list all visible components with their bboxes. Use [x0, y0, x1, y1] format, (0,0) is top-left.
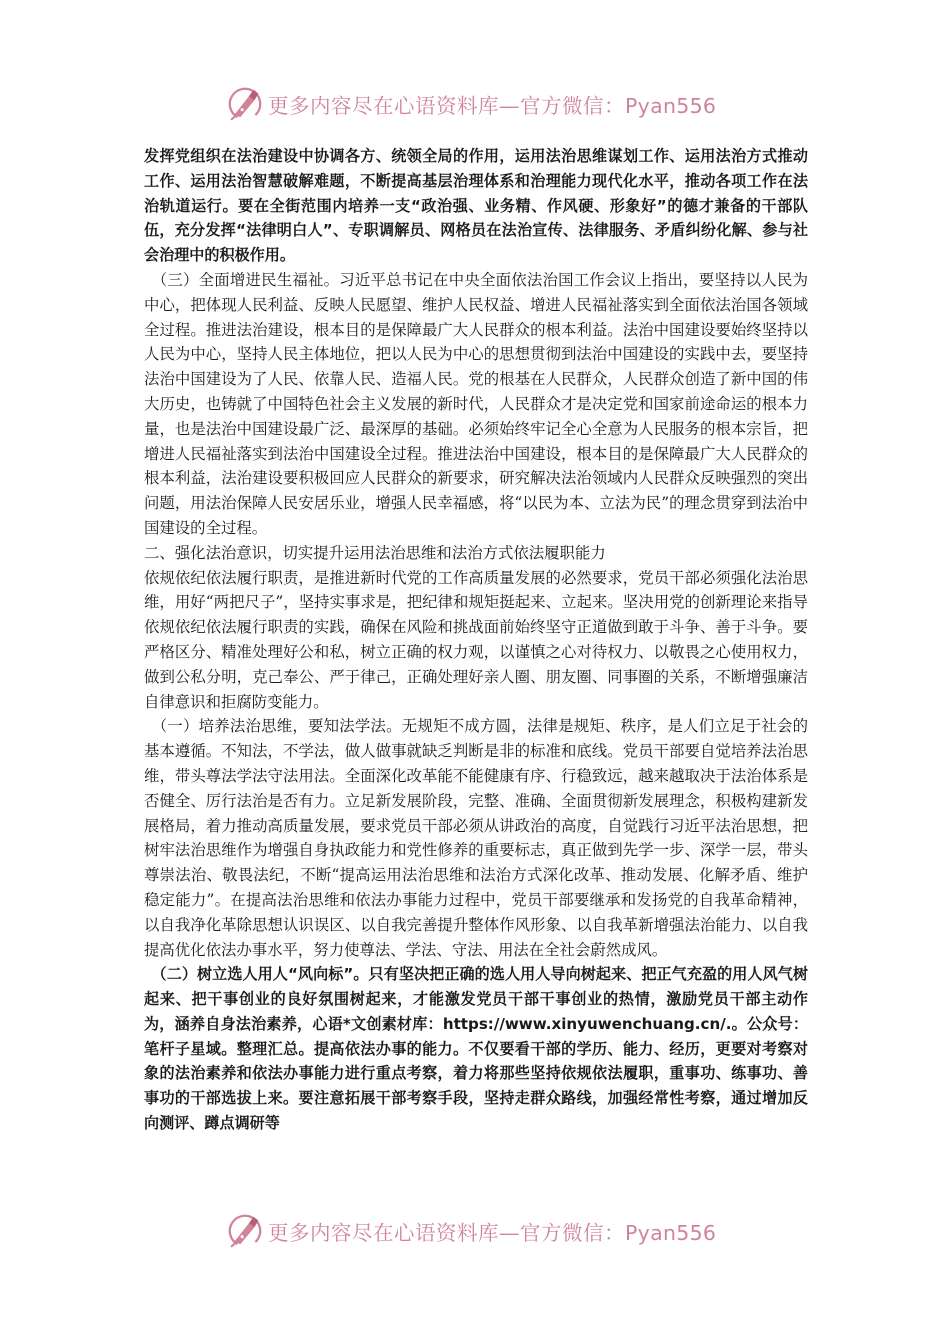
banner-wechat-id: Pyan556 [625, 1221, 717, 1245]
paragraph-1: 发挥党组织在法治建设中协调各方、统领全局的作用，运用法治思维谋划工作、运用法治方式推动工作、运用法治智慧破解难题，不断提高基层治理体系和治理能力现代化水平，推动各项工作在法治轨道运行。要在全街范围内培养一支“政治强、业务精、作风硬、形象好”的德才兼备的干部队伍，充分发挥“法律明白人”、专职调解员、网格员在法治宣传、法律服务、矛盾纠纷化解、参与社会治理中的积极作用。 [144, 147, 808, 265]
banner-text: 更多内容尽在心语资料库—官方微信： [268, 1221, 625, 1245]
header-watermark-banner [226, 84, 716, 124]
section-heading-2: 二、强化法治意识，切实提升运用法治思维和法治方式依法履职能力 [144, 543, 606, 562]
paragraph-2: （三）全面增进民生福祉。习近平总书记在中央全面依法治国工作会议上指出，要坚持以人民为中心，把体现人民利益、反映人民愿望、维护人民权益、增进人民福祉落实到全面依法治国各领域全过程。推进法治建设，根本目的是保障最广大人民群众的根本利益。法治中国建设要始终坚持以人民为中心，坚持人民主体地位，把以人民为中心的思想贯彻到法治中国建设的实践中去，要坚持法治中国建设为了人民、依靠人民、造福人民。党的根基在人民群众，人民群众创造了新中国的伟大历史，也铸就了中国特色社会主义发展的新时代，人民群众才是决定党和国家前途命运的根本力量，也是法治中国建设最广泛、最深厚的基础。必须始终牢记全心全意为人民服务的根本宗旨，把增进人民福祉落实到法治中国建设全过程。推进法治中国建设，根本目的是保障最广大人民群众的根本利益，法治建设要积极回应人民群众的新要求，研究解决法治领域内人民群众反映强烈的突出问题，用法治保障人民安居乐业，增强人民幸福感，将“以民为本、立法为民”的理念贯穿到法治中国建设的全过程。 [144, 270, 808, 537]
footer-watermark-banner [226, 1211, 716, 1251]
pen-nib-logo-icon [226, 1212, 264, 1250]
banner-wechat-id: Pyan556 [625, 94, 717, 118]
paragraph-3: 依规依纪依法履行职责，是推进新时代党的工作高质量发展的必然要求，党员干部必须强化法治思维，用好“两把尺子”，坚持实事求是，把纪律和规矩挺起来、立起来。坚决用党的创新理论来指导依规依纪依法履行职责的实践，确保在风险和挑战面前始终坚守正道做到敢于斗争、善于斗争。要严格区分、精准处理好公和私，树立正确的权力观，以谨慎之心对待权力、以敬畏之心使用权力，做到公私分明，克己奉公、严于律己，正确处理好亲人圈、朋友圈、同事圈的关系，不断增强廉洁自律意识和拒腐防变能力。 [144, 568, 808, 711]
paragraph-5: （二）树立选人用人“风向标”。只有坚决把正确的选人用人导向树起来、把正气充盈的用人风气树起来、把干事创业的良好氛围树起来，才能激发党员干部干事创业的热情，激励党员干部主动作为，涵养自身法治素养，心语*文创素材库：https://www.xinyuwenchuang.cn/.。公众号：笔杆子星域。整理汇总。提高依法办事的能力。不仅要看干部的学历、能力、经历，更要对考察对象的法治素养和依法办事能力进行重点考察，着力将那些坚持依规依法履职，重事功、练事功、善事功的干部选拔上来。要注意拓展干部考察手段，坚持走群众路线，加强经常性考察，通过增加反向测评、蹲点调研等 [144, 965, 808, 1133]
pen-nib-logo-icon [226, 85, 264, 123]
document-body [144, 144, 808, 1136]
paragraph-4: （一）培养法治思维，要知法学法。无规矩不成方圆，法律是规矩、秩序，是人们立足于社会的基本遵循。不知法，不学法，做人做事就缺乏判断是非的标准和底线。党员干部要自觉培养法治思维，带头尊法学法守法用法。全面深化改革能不能健康有序、行稳致远，越来越取决于法治体系是否健全、厉行法治是否有力。立足新发展阶段，完整、准确、全面贯彻新发展理念，积极构建新发展格局，着力推动高质量发展，要求党员干部必须从讲政治的高度，自觉践行习近平法治思想，把树牢法治思维作为增强自身执政能力和党性修养的重要标志，真正做到先学一步、深学一层，带头尊崇法治、敬畏法纪，不断“提高运用法治思维和法治方式深化改革、推动发展、化解矛盾、维护稳定能力”。在提高法治思维和依法办事能力过程中，党员干部要继承和发扬党的自我革命精神，以自我净化革除思想认识误区、以自我完善提升整体作风形象、以自我革新增强法治能力、以自我提高优化依法办事水平，努力使尊法、学法、守法、用法在全社会蔚然成风。 [144, 717, 808, 959]
banner-text: 更多内容尽在心语资料库—官方微信： [268, 94, 625, 118]
